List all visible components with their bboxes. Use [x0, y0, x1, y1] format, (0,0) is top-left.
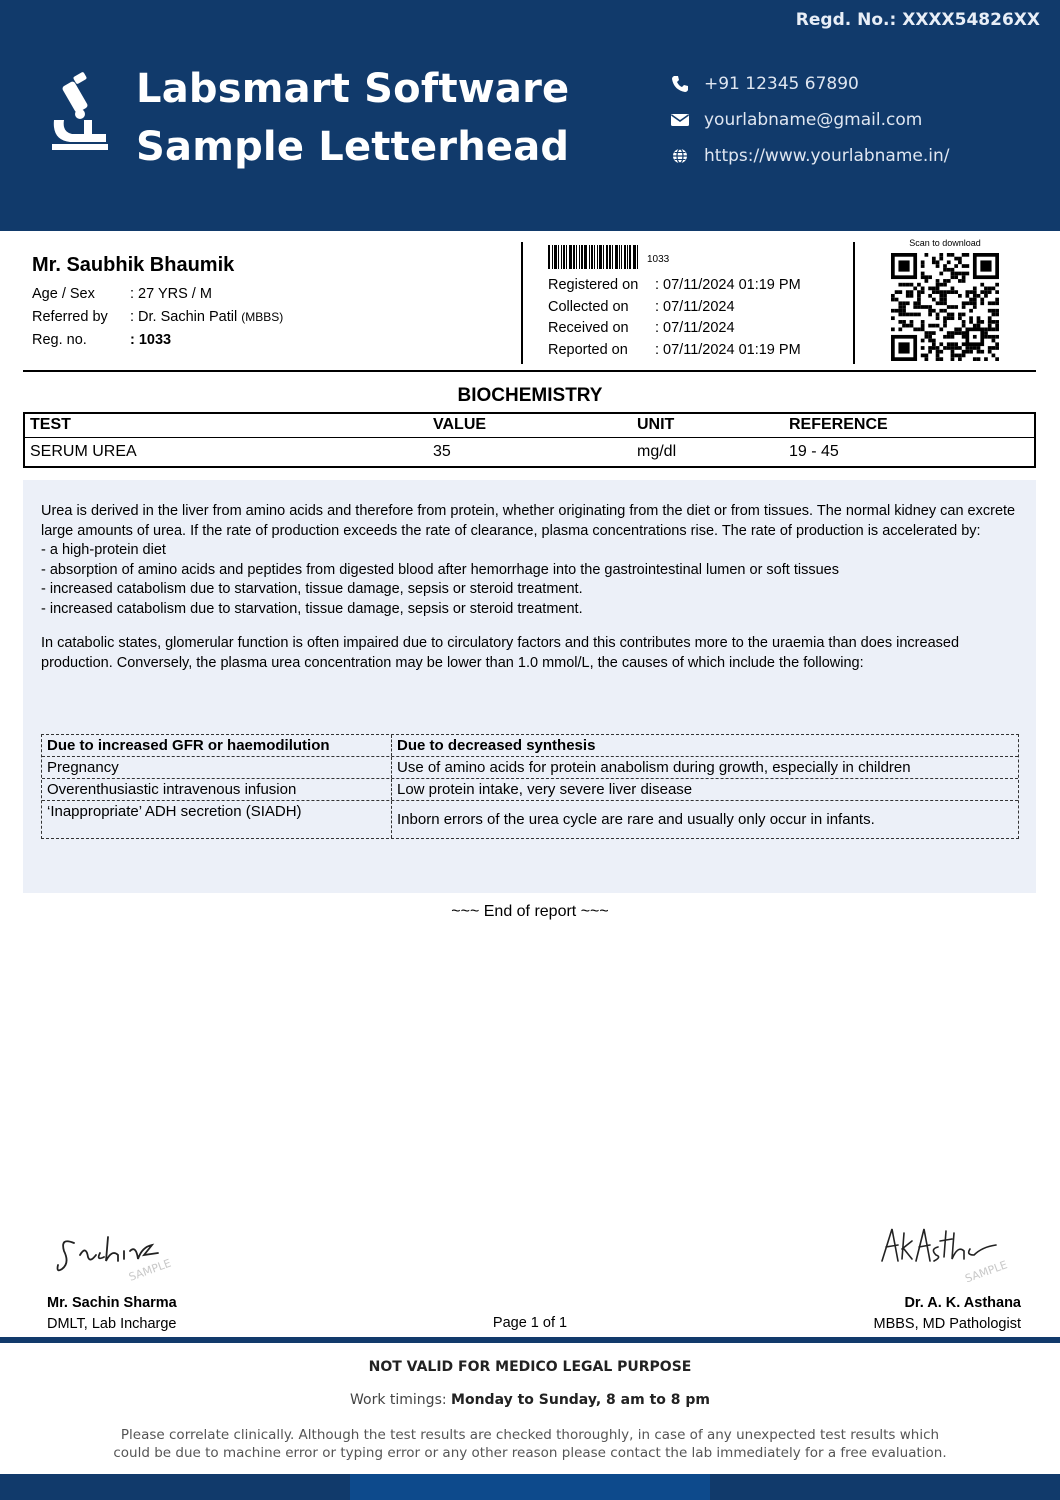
table-row — [42, 801, 1018, 838]
patient-info — [32, 254, 512, 352]
divider — [521, 242, 523, 364]
col-reference-header: REFERENCE — [789, 416, 888, 433]
reg-no-row — [32, 329, 512, 352]
divider — [853, 242, 855, 364]
age-sex-row — [32, 283, 512, 306]
work-timings-label: Work timings: — [350, 1392, 447, 1408]
qr-caption: Scan to download — [909, 238, 981, 248]
test-value: 35 — [433, 443, 451, 460]
referring-doctor-degree: (MBBS) — [241, 310, 284, 324]
footer-band-accent — [350, 1474, 710, 1500]
table-row — [42, 779, 1018, 801]
footer-divider — [0, 1337, 1060, 1343]
section-title: BIOCHEMISTRY — [457, 385, 603, 406]
interpretation-paragraph-2: In catabolic states, glomerular function is often impaired due to circulatory factors and this contributes more to the uraemia than does increased production. Conversely, the plasma urea concentration may be lower than 1.0 mmol/L, the causes of which include the following: — [41, 635, 960, 671]
end-of-report: ~~~ End of report ~~~ — [451, 903, 609, 920]
letterhead-header — [0, 0, 1060, 231]
registered-row — [548, 275, 801, 297]
patient-name: Mr. Saubhik Bhaumik — [32, 254, 235, 276]
collected-value: : 07/11/2024 — [655, 298, 735, 315]
barcode — [548, 245, 669, 269]
causes-table-header — [42, 735, 1018, 757]
signature-right — [872, 1215, 1022, 1285]
contact-website — [670, 138, 950, 174]
globe-icon — [670, 146, 690, 166]
test-reference: 19 - 45 — [789, 443, 839, 460]
reported-row — [548, 340, 801, 362]
referred-by-value — [130, 306, 283, 329]
reg-no-label: Reg. no. — [32, 332, 87, 348]
microscope-icon — [46, 70, 110, 150]
table-row — [25, 438, 1034, 466]
table-cell: Low protein intake, very severe liver disease — [397, 781, 693, 798]
causes-table — [41, 734, 1019, 839]
signatory-left-name: Mr. Sachin Sharma — [47, 1295, 177, 1311]
list-item: - absorption of amino acids and peptides from digested blood after hemorrhage into the gastrointestinal lumen or soft tissues — [41, 561, 839, 578]
causes-col1-header: Due to increased GFR or haemodilution — [42, 735, 392, 756]
list-item: - increased catabolism due to starvation, tissue damage, sepsis or steroid treatment. — [41, 600, 583, 617]
list-item: - a high-protein diet — [41, 542, 166, 558]
contact-info — [670, 66, 950, 174]
col-value-header: VALUE — [433, 416, 487, 433]
col-unit-header: UNIT — [637, 416, 675, 433]
registered-value: : 07/11/2024 01:19 PM — [655, 277, 801, 293]
received-label: Received on — [548, 320, 629, 336]
page-number: Page 1 of 1 — [492, 1315, 568, 1331]
table-cell: Pregnancy — [42, 757, 392, 778]
reported-label: Reported on — [548, 341, 628, 358]
test-unit: mg/dl — [637, 443, 677, 460]
signatory-right-title: MBBS, MD Pathologist — [873, 1316, 1021, 1332]
interpretation-text — [41, 502, 1021, 673]
age-sex-label: Age / Sex — [32, 286, 95, 302]
email-address: yourlabname@gmail.com — [704, 110, 923, 130]
not-valid-notice: NOT VALID FOR MEDICO LEGAL PURPOSE — [368, 1359, 692, 1375]
phone-icon — [670, 74, 690, 94]
disclaimer-line-1: Please correlate clinically. Although the test results are checked thoroughly, in case of any unexpected test results which — [120, 1427, 940, 1443]
reg-no-value: : 1033 — [130, 332, 172, 348]
col-test-header: TEST — [30, 416, 71, 433]
reported-value: : 07/11/2024 01:19 PM — [655, 341, 801, 358]
separator-line — [23, 370, 1036, 372]
interpretation-panel — [23, 480, 1036, 893]
qr-code[interactable] — [891, 253, 999, 361]
lab-name-line2: Sample Letterhead — [136, 124, 570, 170]
received-row — [548, 318, 801, 340]
work-timings-value: Monday to Sunday, 8 am to 8 pm — [451, 1392, 710, 1408]
collected-label: Collected on — [548, 298, 629, 315]
mail-icon — [670, 110, 690, 130]
received-value: : 07/11/2024 — [655, 320, 735, 336]
disclaimer — [0, 1426, 1060, 1462]
barcode-bars — [548, 245, 639, 269]
table-cell: ‘Inappropriate’ ADH secretion (SIADH) — [42, 801, 392, 838]
signatory-right — [874, 1293, 1021, 1335]
referring-doctor: : Dr. Sachin Patil — [130, 309, 238, 325]
table-cell: Inborn errors of the urea cycle are rare and usually only occur in infants. — [397, 811, 875, 828]
contact-phone — [670, 66, 950, 102]
lab-name — [136, 60, 569, 176]
referred-by-row — [32, 306, 512, 329]
barcode-number: 1033 — [647, 254, 670, 265]
sample-watermark: SAMPLE — [963, 1258, 1010, 1285]
results-table — [23, 412, 1036, 468]
test-name: SERUM UREA — [30, 443, 137, 460]
table-cell: Use of amino acids for protein anabolism during growth, especially in children — [397, 759, 911, 776]
work-timings — [0, 1392, 1060, 1408]
table-row — [42, 757, 1018, 779]
results-header — [25, 414, 1034, 438]
signatory-left-title: DMLT, Lab Incharge — [47, 1316, 177, 1332]
lab-name-line1: Labsmart Software — [136, 66, 570, 112]
registered-label: Registered on — [548, 277, 639, 293]
contact-email — [670, 102, 950, 138]
list-item: - increased catabolism due to starvation, tissue damage, sepsis or steroid treatment. — [41, 581, 583, 597]
table-cell: Overenthusiastic intravenous infusion — [42, 779, 392, 800]
website-url: https://www.yourlabname.in/ — [704, 146, 950, 166]
age-sex-value: : 27 YRS / M — [130, 286, 212, 302]
signatory-right-name: Dr. A. K. Asthana — [904, 1295, 1021, 1311]
disclaimer-line-2: could be due to machine error or typing error or any other reason please contact the lab immediately for a free evaluation. — [113, 1445, 947, 1461]
sample-watermark: SAMPLE — [127, 1256, 173, 1284]
signature-left — [52, 1215, 192, 1285]
phone-number: +91 12345 67890 — [704, 74, 859, 94]
registration-number: Regd. No.: XXXX54826XX — [795, 10, 1040, 30]
referred-by-label: Referred by — [32, 309, 108, 325]
interpretation-paragraph-1: Urea is derived in the liver from amino acids and therefore from protein, whether originating from the diet or from tissues. The normal kidney can excrete large amounts of urea. If the rate of production exceeds the rate of clearance, plasma concentrations rise. The rate of production is accelerated by: — [41, 503, 1016, 539]
sample-dates — [548, 275, 801, 361]
collected-row — [548, 297, 801, 319]
causes-col2-header: Due to decreased synthesis — [397, 737, 596, 754]
